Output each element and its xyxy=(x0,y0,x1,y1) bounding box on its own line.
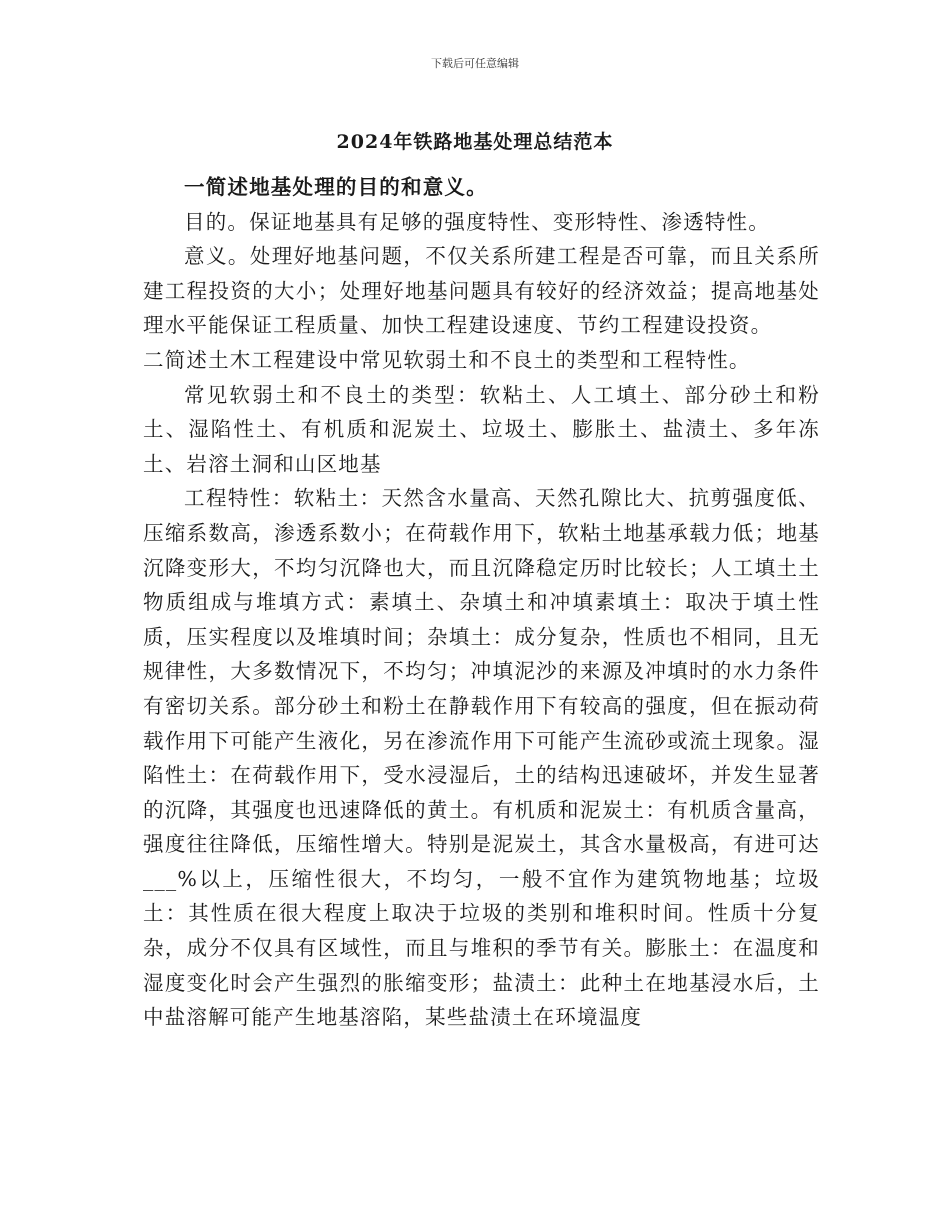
document-title: 2024年铁路地基处理总结范本 xyxy=(336,131,614,153)
paragraph-engineering-properties: 工程特性：软粘土：天然含水量高、天然孔隙比大、抗剪强度低、压缩系数高，渗透系数小；在荷载作用下，软粘土地基承载力低；地基沉降变形大，不均匀沉降也大，而且沉降稳定历时比较长；人工填土土物质组成与堆填方式：素填土、杂填土和冲填素填土：取决于填土性质，压实程度以及堆填时间；杂填土：成分复杂，性质也不相同，且无规律性，大多数情况下，不均匀；冲填泥沙的来源及冲填时的水力条件有密切关系。部分砂土和粉土在静载作用下有较高的强度，但在振动荷载作用下可能产生液化，另在渗流作用下可能产生流砂或流土现象。湿陷性土：在荷载作用下，受水浸湿后，土的结构迅速破坏，并发生显著的沉降，其强度也迅速降低的黄土。有机质和泥炭土：有机质含量高，强度往往降低，压缩性增大。特别是泥炭土，其含水量极高，有进可达___%以上，压缩性很大，不均匀，一般不宜作为建筑物地基；垃圾土：其性质在很大程度上取决于垃圾的类别和堆积时间。性质十分复杂，成分不仅具有区域性，而且与堆积的季节有关。膨胀土：在温度和湿度变化时会产生强烈的胀缩变形；盐渍土：此种土在地基浸水后，土中盐溶解可能产生地基溶陷，某些盐渍土在环境温度 xyxy=(143,486,820,1030)
paragraph-soil-types: 常见软弱土和不良土的类型：软粘土、人工填土、部分砂土和粉土、湿陷性土、有机质和泥炭土、垃圾土、膨胀土、盐渍土、多年冻土、岩溶土洞和山区地基 xyxy=(143,382,820,476)
section-heading-1: 一简述地基处理的目的和意义。 xyxy=(184,175,488,199)
paragraph-significance: 意义。处理好地基问题，不仅关系所建工程是否可靠，而且关系所建工程投资的大小；处理好地基问题具有较好的经济效益；提高地基处理水平能保证工程质量、加快工程建设速度、节约工程建设投资。 xyxy=(143,244,820,338)
paragraph-purpose: 目的。保证地基具有足够的强度特性、变形特性、渗透特性。 xyxy=(184,209,770,234)
page-header-note: 下载后可任意编辑 xyxy=(431,57,519,70)
document-body xyxy=(143,170,820,1035)
section-heading-2: 二简述土木工程建设中常见软弱土和不良土的类型和工程特性。 xyxy=(143,347,751,372)
